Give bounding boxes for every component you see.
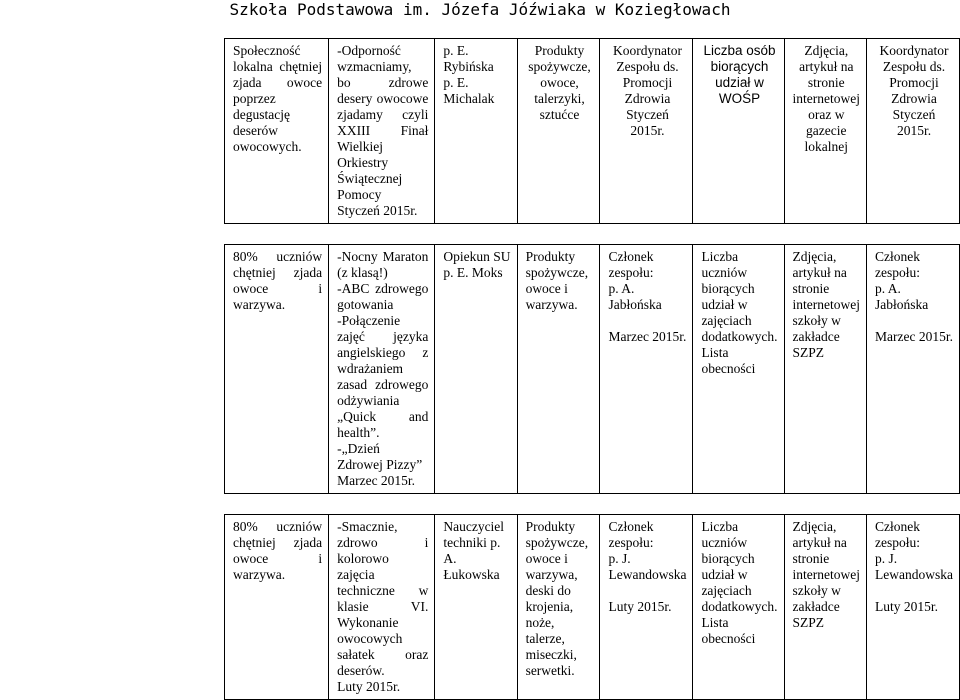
page-header: Szkoła Podstawowa im. Józefa Jóźwiaka w Koziegłowach	[229, 0, 731, 19]
monitor-cell: Członek zespołu: p. J. Lewandowska Luty 2015r.	[867, 515, 960, 700]
evaluator-cell: Koordynator Zespołu ds. Promocji Zdrowia Styczeń 2015r.	[600, 39, 693, 224]
activity-cell: -Smacznie, zdrowo i kolorowo zajęcia techniczne w klasie VI. Wykonanie owocowych sałatek oraz deserów. Luty 2015r.	[329, 515, 435, 700]
responsible-cell: Opiekun SU p. E. Moks	[435, 245, 517, 494]
method-cell: Zdjęcia, artykuł na stronie internetowej szkoły w zakładce SZPZ	[784, 245, 866, 494]
goal-cell: 80% uczniów chętniej zjada owoce i warzywa.	[225, 515, 329, 700]
responsible-cell: p. E. Rybińska p. E. Michalak	[435, 39, 517, 224]
criteria-cell: Liczba uczniów biorących udział w zajęciach dodatkowych. Lista obecności	[693, 245, 784, 494]
evaluator-cell: Członek zespołu: p. A. Jabłońska Marzec 2015r.	[600, 245, 693, 494]
activity-cell: -Odporność wzmacniamy, bo zdrowe desery owocowe zjadamy czyli XXIII Finał Wielkiej Orkiestry Świątecznej Pomocy Styczeń 2015r.	[329, 39, 435, 224]
resources-cell: Produkty spożywcze, owoce i warzywa.	[517, 245, 600, 494]
evaluator-cell: Członek zespołu: p. J. Lewandowska Luty 2015r.	[600, 515, 693, 700]
monitor-cell: Członek zespołu: p. A. Jabłońska Marzec 2015r.	[867, 245, 960, 494]
resources-cell: Produkty spożywcze, owoce i warzywa, deski do krojenia, noże, talerze, miseczki, serwetki.	[517, 515, 600, 700]
plan-table	[224, 38, 960, 700]
table-row	[225, 39, 960, 224]
resources-cell: Produkty spożywcze, owoce, talerzyki, sztućce	[517, 39, 600, 224]
goal-cell: Społeczność lokalna chętniej zjada owoce poprzez degustację deserów owocowych.	[225, 39, 329, 224]
row-spacer	[225, 494, 960, 515]
activity-cell: -Nocny Maraton (z klasą!) -ABC zdrowego gotowania -Połączenie zajęć języka angielskiego z wdrażaniem zasad zdrowego odżywiania „Quick and health”. -„Dzień Zdrowej Pizzy” Marzec 2015r.	[329, 245, 435, 494]
monitor-cell: Koordynator Zespołu ds. Promocji Zdrowia Styczeń 2015r.	[867, 39, 960, 224]
criteria-cell: Liczba uczniów biorących udział w zajęciach dodatkowych. Lista obecności	[693, 515, 784, 700]
row-spacer	[225, 224, 960, 245]
goal-cell: 80% uczniów chętniej zjada owoce i warzywa.	[225, 245, 329, 494]
method-cell: Zdjęcia, artykuł na stronie internetowej oraz w gazecie lokalnej	[784, 39, 866, 224]
responsible-cell: Nauczyciel techniki p. A. Łukowska	[435, 515, 517, 700]
table-row	[225, 245, 960, 494]
table-row	[225, 515, 960, 700]
method-cell: Zdjęcia, artykuł na stronie internetowej szkoły w zakładce SZPZ	[784, 515, 866, 700]
criteria-cell: Liczba osób biorących udział w WOŚP	[693, 39, 784, 224]
